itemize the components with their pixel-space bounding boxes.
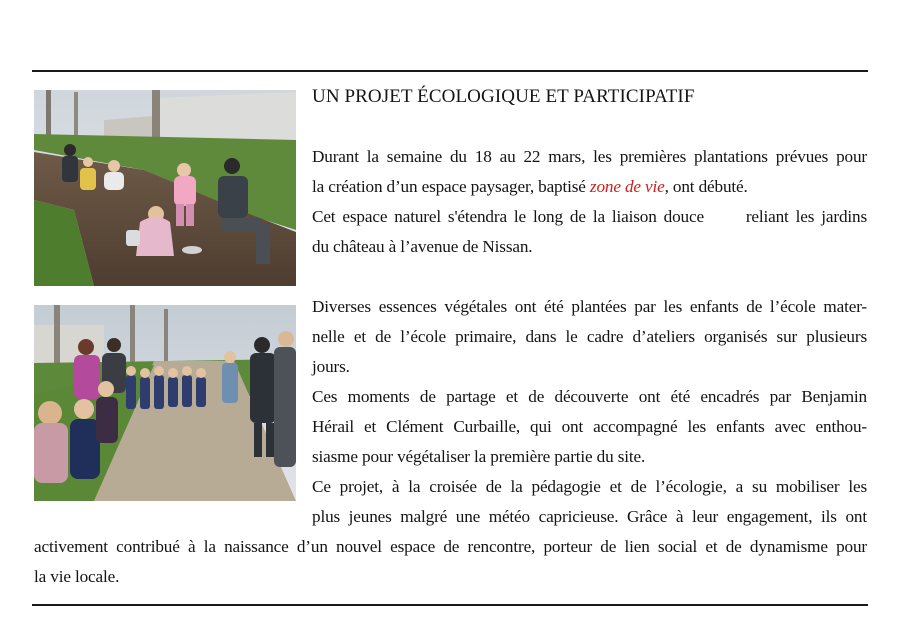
body-line: nelle et de l’école primaire, dans le cadre d’ateliers organisés sur plusieurs (312, 327, 867, 346)
body-line: plus jeunes malgré une météo capricieuse. Grâce à leur engagement, ils ont (312, 507, 867, 526)
body-line: Diverses essences végétales ont été plantées par les enfants de l’école mater- (312, 297, 867, 316)
body-line: Ces moments de partage et de découverte ont été encadrés par Benjamin (312, 387, 867, 406)
intro-text: la création d’un espace paysager, baptisé (312, 177, 590, 196)
closing-line: activement contribué à la naissance d’un nouvel espace de rencontre, porteur de lien social et de dynamisme pour (34, 537, 867, 556)
planting-photo (34, 90, 296, 286)
article-heading: UN PROJET ÉCOLOGIQUE ET PARTICIPATIF (312, 86, 695, 107)
closing-line: la vie locale. (34, 567, 120, 586)
intro-line: Cet espace naturel s'étendra le long de la liaison douce reliant les jardins (312, 207, 867, 226)
body-line: siasme pour végétaliser la première partie du site. (312, 447, 646, 466)
top-rule (32, 70, 868, 72)
intro-line: du château à l’avenue de Nissan. (312, 237, 533, 256)
body-line: Hérail et Clément Curbaille, qui ont accompagné les enfants avec enthou- (312, 417, 867, 436)
body-line: Ce projet, à la croisée de la pédagogie et de l’écologie, a su mobiliser les (312, 477, 867, 496)
closing-paragraph (34, 532, 867, 592)
intro-line (312, 172, 867, 202)
intro-line: Durant la semaine du 18 au 22 mars, les premières plantations prévues pour (312, 147, 867, 166)
intro-paragraph (312, 142, 867, 262)
group-photo (34, 305, 296, 501)
intro-text: , ont débuté. (664, 177, 748, 196)
zone-de-vie-highlight: zone de vie (589, 177, 665, 196)
bottom-rule (32, 604, 868, 606)
body-paragraph (312, 292, 867, 532)
body-line: jours. (312, 357, 350, 376)
